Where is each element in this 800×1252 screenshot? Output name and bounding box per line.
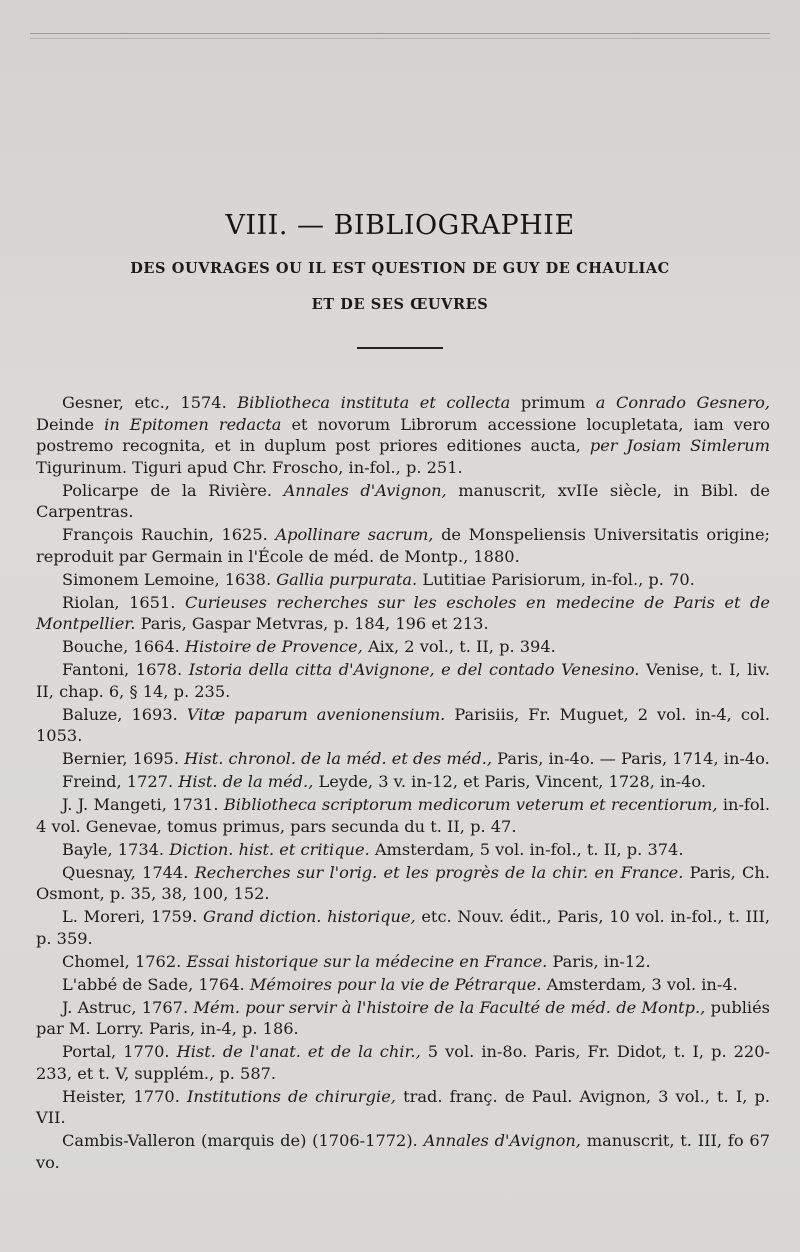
entry-text: Portal, 1770. xyxy=(62,1042,177,1061)
bibliography-entry xyxy=(36,997,770,1040)
entry-title: Istoria della citta d'Avignone, e del contado Venesino. xyxy=(188,660,640,679)
entry-title: a Conrado Gesnero, xyxy=(595,393,770,412)
entry-title: Annales d'Avignon, xyxy=(423,1131,581,1150)
entry-text: Lutitiae Parisiorum, in-fol., p. 70. xyxy=(417,569,695,589)
chapter-subheading-line2: ET DE SES ŒUVRES xyxy=(311,296,489,313)
bibliography-entry xyxy=(36,524,770,567)
entry-text: publiés par M. Lorry. Paris, in-4, p. 186. xyxy=(36,997,770,1038)
entry-text: Chomel, 1762. xyxy=(62,951,187,971)
entry-title: Hist. chronol. de la méd. et des méd., xyxy=(184,749,493,768)
bibliography-entry xyxy=(36,480,770,523)
entry-title: Mém. pour servir à l'histoire de la Faculté de méd. de Montp., xyxy=(193,997,706,1017)
bibliography-entry xyxy=(36,839,770,861)
entry-text: trad. franç. de Paul. Avignon, 3 vol., t. I, p. VII. xyxy=(36,1086,770,1127)
entry-text: François Rauchin, 1625. xyxy=(62,525,276,544)
entry-text: Bayle, 1734. xyxy=(62,839,170,859)
entry-title: Diction. hist. et critique. xyxy=(169,839,370,859)
entry-text: Paris, in-12. xyxy=(547,951,651,971)
bibliography-entry xyxy=(36,636,770,658)
entry-text: Fantoni, 1678. xyxy=(62,660,189,679)
chapter-heading: VIII. — BIBLIOGRAPHIE xyxy=(225,210,575,241)
bibliography-entry xyxy=(36,1041,770,1084)
entry-text: Paris, Gaspar Metvras, p. 184, 196 et 213. xyxy=(135,614,489,633)
entry-text: J. J. Mangeti, 1731. xyxy=(62,795,224,814)
entry-text: Cambis-Valleron (marquis de) (1706-1772). xyxy=(62,1131,424,1150)
entry-text: L'abbé de Sade, 1764. xyxy=(62,974,250,994)
entry-text: Paris, Ch. Osmont, p. 35, 38, 100, 152. xyxy=(36,862,771,903)
entry-text: 5 vol. in-8o. Paris, Fr. Didot, t. I, p. 220-233, et t. V, supplém., p. 587. xyxy=(36,1042,770,1083)
entry-text: Deinde xyxy=(36,414,105,434)
entry-text: Riolan, 1651. xyxy=(62,592,185,612)
bibliography-entry xyxy=(36,951,770,973)
entry-title: Vitæ paparum avenionensium. xyxy=(186,704,446,724)
bibliography-entry xyxy=(36,392,770,478)
entry-title: Recherches sur l'orig. et les progrès de la chir. en France. xyxy=(194,862,684,882)
bibliography-entry xyxy=(36,862,770,905)
entry-text: J. Astruc, 1767. xyxy=(62,997,194,1017)
entry-title: Essai historique sur la médecine en France. xyxy=(186,951,548,971)
entry-title: Histoire de Provence, xyxy=(184,637,363,656)
entry-text: Leyde, 3 v. in-12, et Paris, Vincent, 1728, in-4o. xyxy=(313,772,707,791)
entry-text: Bernier, 1695. xyxy=(62,749,185,768)
entry-text: manuscrit, t. III, fo 67 vo. xyxy=(36,1131,770,1172)
entry-title: Hist. de la méd., xyxy=(178,772,314,791)
entry-text: etc. Nouv. édit., Paris, 10 vol. in-fol., t. III, p. 359. xyxy=(36,907,770,948)
entry-text: Tigurinum. Tiguri apud Chr. Froscho, in-fol., p. 251. xyxy=(36,457,463,477)
entry-text: L. Moreri, 1759. xyxy=(62,907,203,926)
entry-text: Policarpe de la Rivière. xyxy=(62,480,284,500)
entry-text: Quesnay, 1744. xyxy=(62,862,195,882)
entry-title: Curieuses recherches sur les escholes en medecine de Paris et de Montpellier. xyxy=(36,592,770,633)
entry-text: Aix, 2 vol., t. II, p. 394. xyxy=(362,637,556,656)
entry-text: in-fol. 4 vol. Genevae, tomus primus, pars secunda du t. II, p. 47. xyxy=(36,795,770,836)
bibliography-entry xyxy=(36,906,770,949)
bibliography-list xyxy=(36,392,770,1175)
chapter-subheading-line1: DES OUVRAGES OU IL EST QUESTION DE GUY DE CHAULIAC xyxy=(130,260,670,277)
bibliography-entry xyxy=(36,704,770,747)
entry-text: et novorum Librorum accessione locupletata, iam vero postremo recognita, et in duplum post priores editiones aucta, xyxy=(36,414,770,455)
entry-title: Annales d'Avignon, xyxy=(283,480,447,500)
section-divider xyxy=(357,347,443,349)
entry-title: Mémoires pour la vie de Pétrarque. xyxy=(249,974,542,994)
entry-text: primum xyxy=(510,393,596,412)
entry-text: Amsterdam, 3 vol. in-4. xyxy=(541,974,738,994)
bibliography-entry xyxy=(36,974,770,996)
header-rule xyxy=(30,33,770,34)
entry-title: per Josiam Simlerum xyxy=(589,436,771,455)
entry-title: Bibliotheca scriptorum medicorum veterum et recentiorum, xyxy=(223,795,718,814)
entry-text: Simonem Lemoine, 1638. xyxy=(62,569,277,589)
bibliography-entry xyxy=(36,659,770,702)
entry-text: Venise, t. I, liv. II, chap. 6, § 14, p. 235. xyxy=(36,660,770,701)
entry-text: Baluze, 1693. xyxy=(62,704,187,724)
header-rule-secondary xyxy=(30,38,770,39)
entry-title: Apollinare sacrum, xyxy=(275,525,434,544)
entry-text: Amsterdam, 5 vol. in-fol., t. II, p. 374. xyxy=(369,839,684,859)
bibliography-entry xyxy=(36,1130,770,1173)
entry-title: Gallia purpurata. xyxy=(276,569,418,589)
entry-text: Paris, in-4o. — Paris, 1714, in-4o. xyxy=(492,749,770,768)
entry-text: Heister, 1770. xyxy=(62,1086,187,1106)
bibliography-entry xyxy=(36,569,770,591)
entry-text: Gesner, etc., 1574. xyxy=(62,393,238,412)
entry-title: Hist. de l'anat. et de la chir., xyxy=(176,1042,421,1061)
bibliography-entry xyxy=(36,771,770,793)
entry-title: in Epitomen redacta xyxy=(104,414,282,434)
bibliography-entry xyxy=(36,794,770,837)
entry-title: Institutions de chirurgie, xyxy=(186,1086,396,1106)
entry-text: Freind, 1727. xyxy=(62,772,179,791)
bibliography-entry xyxy=(36,1086,770,1129)
entry-title: Bibliotheca instituta et collecta xyxy=(237,393,511,412)
entry-title: Grand diction. historique, xyxy=(203,907,416,926)
bibliography-entry xyxy=(36,748,770,770)
entry-text: de Monspeliensis Universitatis origine; reproduit par Germain in l'École de méd. de Montp., 1880. xyxy=(36,525,771,566)
entry-text: Parisiis, Fr. Muguet, 2 vol. in-4, col. 1053. xyxy=(36,704,770,745)
entry-text: manuscrit, xvIIe siècle, in Bibl. de Carpentras. xyxy=(36,480,770,521)
entry-text: Bouche, 1664. xyxy=(62,637,185,656)
bibliography-entry xyxy=(36,592,770,635)
